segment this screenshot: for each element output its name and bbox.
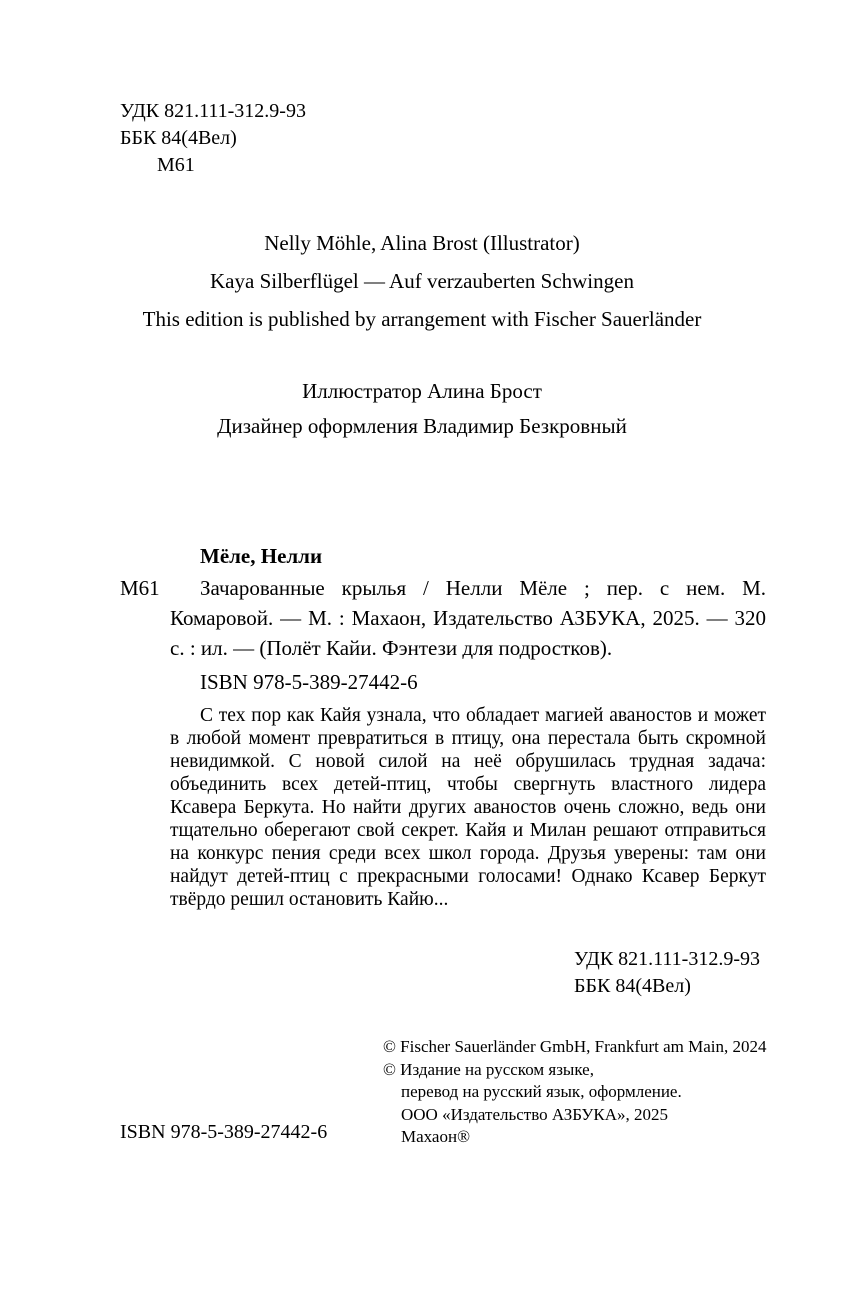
imprint-block [383, 1036, 767, 1149]
author-sign-top: М61 [157, 154, 195, 176]
catalog-author: Мёле, Нелли [200, 544, 323, 568]
udk-code-top: УДК 821.111-312.9-93 [120, 100, 306, 122]
credits-block [0, 378, 844, 448]
bbk-code-top: ББК 84(4Вел) [120, 127, 237, 149]
book-annotation: С тех пор как Кайя узнала, что обладает магией аваностов и может в любой момент превратиться в птицу, она перестала быть скромной невидимкой. С новой силой на неё обрушилась трудная задача: объединить всех детей-птиц, чтобы свергнуть властного лидера Ксавера Беркута. Но найти других аваностов очень сложно, ведь они тщательно оберегают свой секрет. Кайя и Милан решают отправиться на конкурс пения среди всех школ города. Друзья уверены: там они найдут детей-птиц с прекрасными голосами! Однако Ксавер Беркут твёрдо решил остановить Кайю... [170, 705, 766, 910]
original-title: Kaya Silberflügel — Auf verzauberten Schwingen [210, 269, 634, 293]
classification-codes-top [120, 98, 306, 179]
bibliographic-entry [120, 573, 766, 663]
udk-code-bottom: УДК 821.111-312.9-93 [574, 948, 760, 970]
copyright-russian-edition-line1: © Издание на русском языке, [383, 1059, 594, 1079]
classification-codes-bottom [574, 946, 760, 1000]
catalog-isbn: ISBN 978-5-389-27442-6 [200, 670, 418, 694]
designer-credit: Дизайнер оформления Владимир Безкровный [217, 414, 627, 438]
copyright-original-publisher: © Fischer Sauerländer GmbH, Frankfurt am Main, 2024 [383, 1037, 767, 1056]
catalog-card [120, 543, 766, 911]
bbk-code-bottom: ББК 84(4Вел) [574, 975, 691, 997]
copyright-russian-edition-line3: ООО «Издательство АЗБУКА», 2025 [401, 1104, 669, 1124]
original-authors: Nelly Möhle, Alina Brost (Illustrator) [264, 231, 580, 255]
illustrator-credit: Иллюстратор Алина Брост [302, 379, 542, 403]
copyright-russian-edition-line2: перевод на русский язык, оформление. [401, 1082, 682, 1101]
arrangement-note: This edition is published by arrangement with Fischer Sauerländer [142, 307, 702, 331]
author-sign-catalog: М61 [120, 576, 160, 600]
original-edition-block [0, 230, 844, 344]
publisher-imprint: Махаон® [401, 1127, 470, 1146]
bibliographic-description: Зачарованные крылья / Нелли Мёле ; пер. с нем. М. Комаровой. — М. : Махаон, Издательство АЗБУКА, 2025. — 320 с. : ил. — (Полёт Кайи. Фэнтези для подростков). [170, 576, 766, 660]
isbn-bottom: ISBN 978-5-389-27442-6 [120, 1121, 328, 1143]
